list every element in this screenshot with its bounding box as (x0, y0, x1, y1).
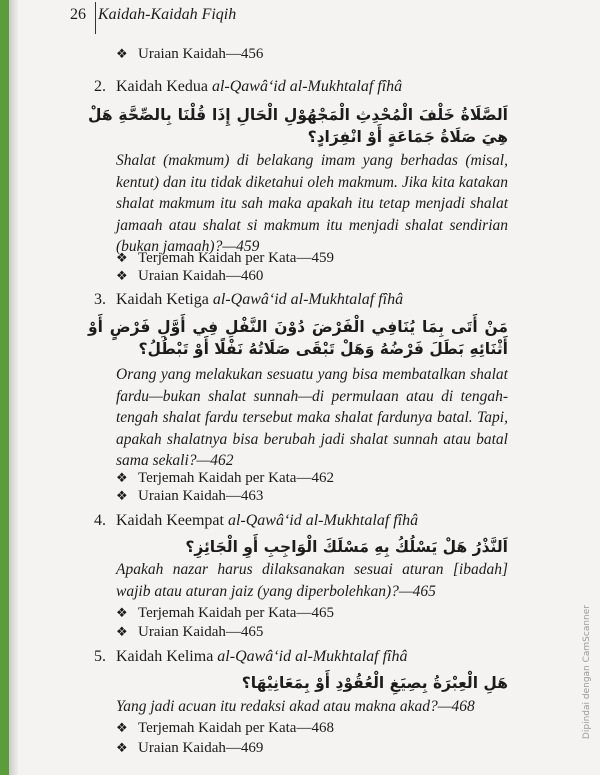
rule-translation: Orang yang melakukan sesuatu yang bisa membatalkan shalat fardu—bukan shalat sunnah—di permulaan atau di tengah-tengah shalat fardu tersebut maka shalat fardunya batal. Tapi, apakah shalatnya bisa berubah jadi shalat sunnah atau batal sama sekali?—462 (116, 366, 508, 469)
running-title: Kaidah-Kaidah Fiqih (98, 6, 237, 23)
rule-translation: Yang jadi acuan itu redaksi akad atau makna akad?—468 (116, 698, 475, 715)
book-edge-strip (0, 0, 9, 775)
diamond-bullet-icon: ❖ (116, 721, 128, 736)
list-item: ❖ Terjemah Kaidah per Kata—462 (116, 470, 334, 486)
list-item: ❖ Terjemah Kaidah per Kata—465 (116, 605, 334, 621)
diamond-bullet-icon: ❖ (116, 251, 128, 266)
list-item: ❖ Terjemah Kaidah per Kata—459 (116, 250, 334, 266)
list-item: ❖ Uraian Kaidah—469 (116, 740, 264, 756)
section-title: 5. Kaidah Kelima al-Qawâ‘id al-Mukhtalaf fîhâ (94, 648, 408, 665)
diamond-bullet-icon: ❖ (116, 625, 128, 640)
rule-translation: Shalat (makmum) di belakang imam yang berhadas (misal, kentut) dan itu tidak diketahui oleh makmum. Jika kita katakan shalat makmum itu sah maka apakah itu tetap menjadi shalat jamaah atau shalat si makmum itu menjadi shalat sendirian (bukan jamaah)?—459 (116, 152, 508, 255)
diamond-bullet-icon: ❖ (116, 47, 128, 62)
arabic-rule: اَلنَّذْرُ هَلْ يَسْلُكُ بِهِ مَسْلَكَ الْوَاجِبِ أَوِ الْجَائِزِ؟ (185, 538, 508, 556)
section-title: 2. Kaidah Kedua al-Qawâ‘id al-Mukhtalaf fîhâ (94, 78, 403, 95)
arabic-rule: اَلصَّلَاةُ خَلْفَ الْمُحْدِثِ الْمَجْهُوْلِ الْحَالِ إِذَا قُلْنَا بِالصِّحَّةِ هَلْ هِيَ صَلَاةُ جَمَاعَةٍ أَوْ انْفِرَادٍ؟ (88, 106, 508, 146)
list-item: ❖ Uraian Kaidah—456 (116, 46, 264, 62)
section-title: 3. Kaidah Ketiga al-Qawâ‘id al-Mukhtalaf fîhâ (94, 291, 404, 308)
diamond-bullet-icon: ❖ (116, 606, 128, 621)
list-item: ❖ Uraian Kaidah—460 (116, 268, 264, 284)
page-gutter-shadow (9, 0, 19, 775)
list-item: ❖ Uraian Kaidah—463 (116, 488, 264, 504)
arabic-rule: مَنْ أَتَى بِمَا يُنَافِي الْفَرْضَ دُوْنَ النَّفْلِ فِي أَوَّلِ فَرْضٍ أَوْ أَثْنَائِهِ بَطَلَ فَرْضُهُ وَهَلْ تَبْقَى صَلَاتُهُ نَفْلًا أَوْ تَبْطُلُ؟ (88, 318, 508, 358)
arabic-rule: هَلِ الْعِبْرَةُ بِصِيَغِ الْعُقُوْدِ أَوْ بِمَعَانِيْهَا؟ (241, 674, 508, 692)
diamond-bullet-icon: ❖ (116, 741, 128, 756)
diamond-bullet-icon: ❖ (116, 471, 128, 486)
diamond-bullet-icon: ❖ (116, 269, 128, 284)
list-item: ❖ Terjemah Kaidah per Kata—468 (116, 720, 334, 736)
scanner-watermark: Dipindai dengan CamScanner (582, 605, 592, 740)
rule-translation: Apakah nazar harus dilaksanakan sesuai aturan [ibadah] wajib atau aturan jaiz (yang diperbolehkan)?—465 (116, 561, 508, 600)
section-title: 4. Kaidah Keempat al-Qawâ‘id al-Mukhtalaf fîhâ (94, 512, 419, 529)
header-divider (95, 2, 96, 34)
page-number: 26 (70, 6, 86, 23)
diamond-bullet-icon: ❖ (116, 489, 128, 504)
list-item: ❖ Uraian Kaidah—465 (116, 624, 264, 640)
